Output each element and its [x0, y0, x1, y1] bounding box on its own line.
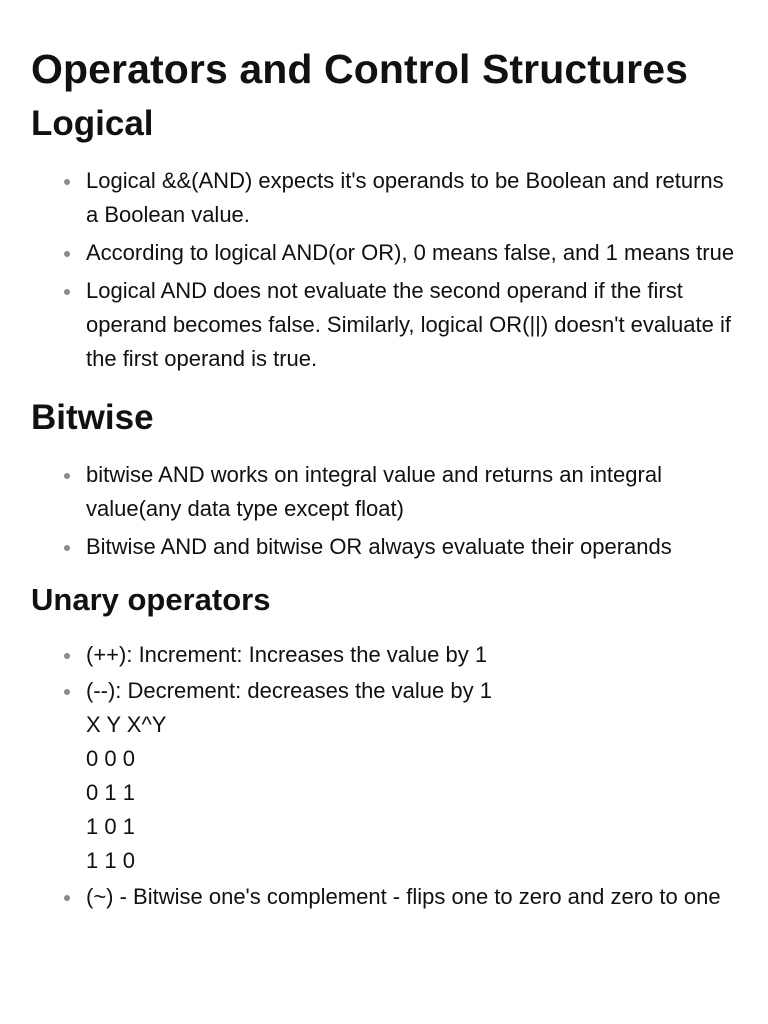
logical-bullet-list: [31, 164, 740, 376]
list-item: Bitwise AND and bitwise OR always evaluate their operands: [31, 530, 740, 564]
list-item-text: (--): Decrement: decreases the value by 1: [86, 678, 492, 703]
list-item: (~) - Bitwise one's complement - flips one to zero and zero to one: [31, 880, 740, 914]
xor-table-row: 1 1 0: [86, 848, 135, 873]
section-heading-logical: Logical: [31, 104, 154, 143]
list-item: Logical &&(AND) expects it's operands to be Boolean and returns a Boolean value.: [31, 164, 740, 232]
list-item-with-xor-table: [31, 674, 740, 878]
list-item: (++): Increment: Increases the value by 1: [31, 638, 740, 672]
list-item: According to logical AND(or OR), 0 means false, and 1 means true: [31, 236, 740, 270]
bitwise-bullet-list: [31, 458, 740, 564]
unary-bullet-list: [31, 638, 740, 914]
xor-table-row: 1 0 1: [86, 814, 135, 839]
section-heading-unary-operators: Unary operators: [31, 582, 271, 617]
list-item: bitwise AND works on integral value and returns an integral value(any data type except float): [31, 458, 740, 526]
xor-table-row: 0 1 1: [86, 780, 135, 805]
list-item: Logical AND does not evaluate the second operand if the first operand becomes false. Similarly, logical OR(||) doesn't evaluate if the first operand is true.: [31, 274, 740, 376]
xor-table-row: 0 0 0: [86, 746, 135, 771]
xor-table-header: X Y X^Y: [86, 712, 167, 737]
section-heading-bitwise: Bitwise: [31, 398, 154, 437]
xor-truth-table: [86, 708, 740, 878]
page-title: Operators and Control Structures: [31, 46, 689, 92]
